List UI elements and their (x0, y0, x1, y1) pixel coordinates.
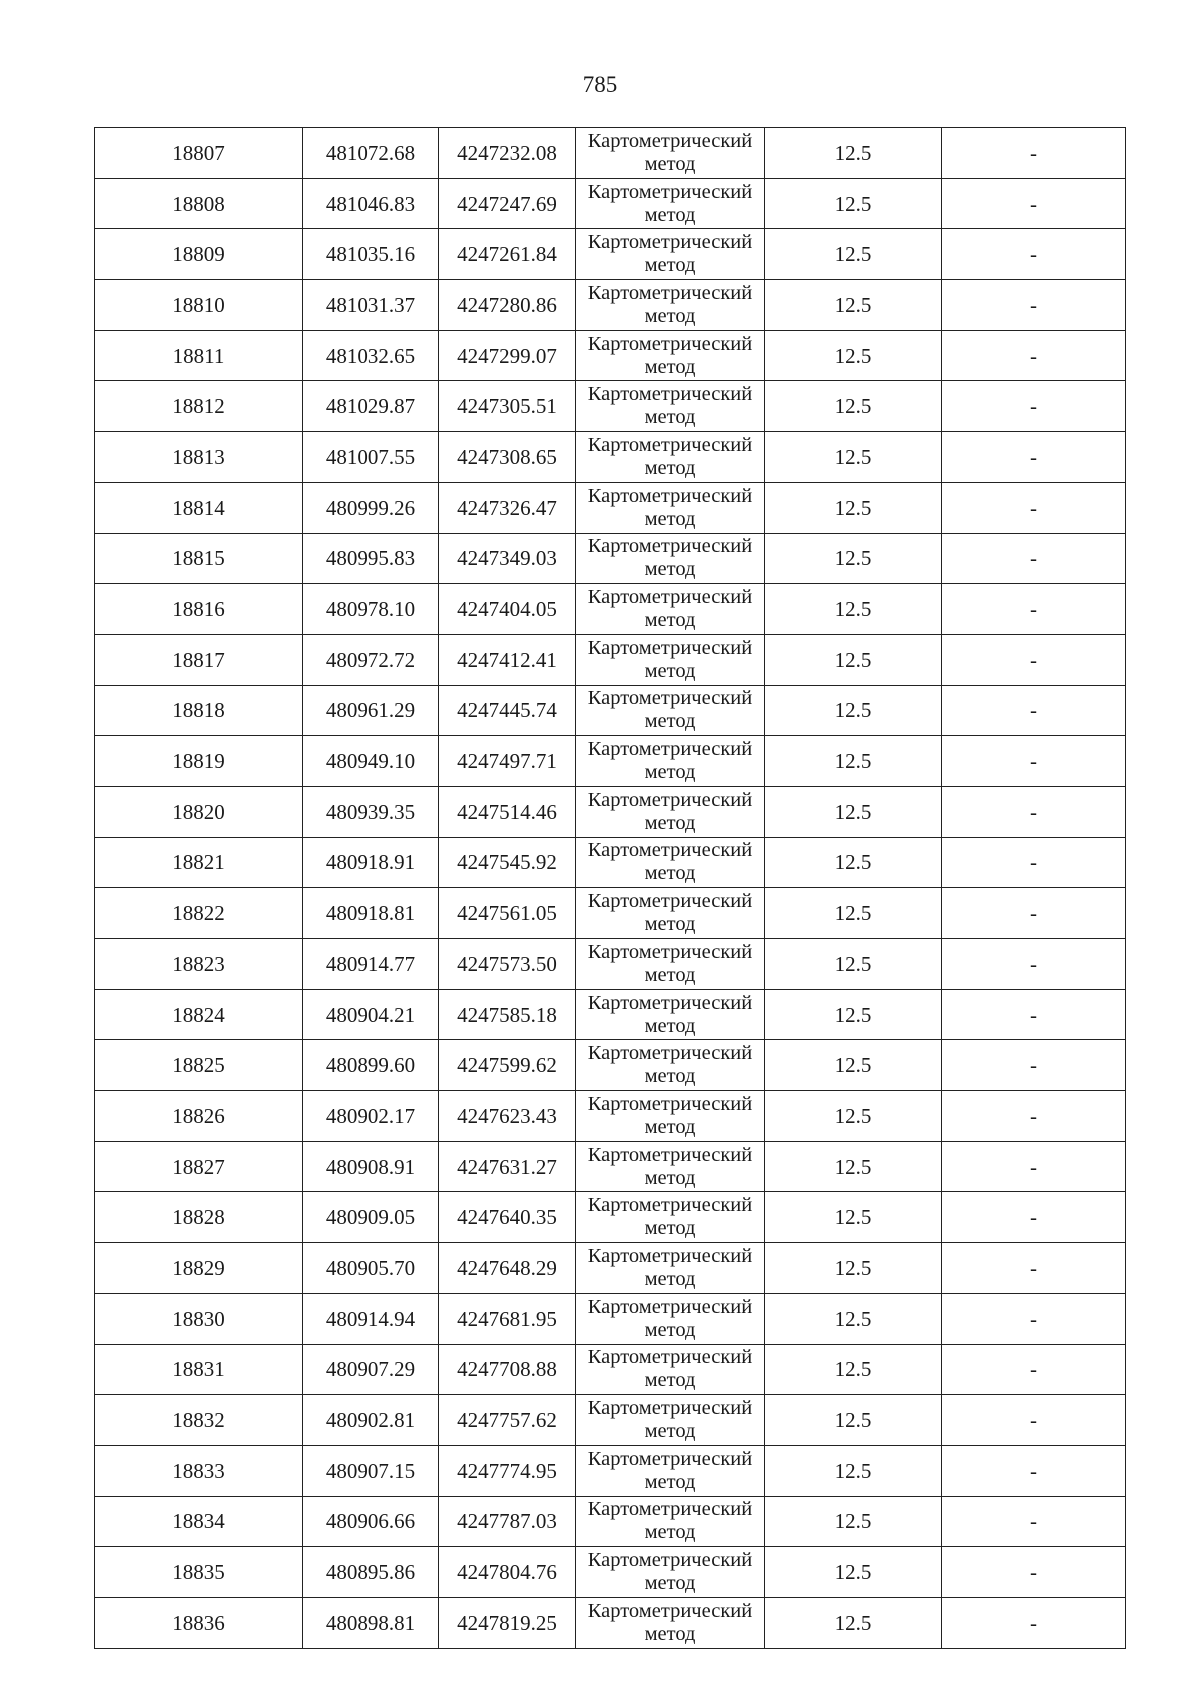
x-coordinate-cell: 480939.35 (303, 786, 439, 837)
table-row (95, 584, 1126, 635)
method-line-1: Картометрический (587, 1397, 753, 1420)
accuracy-cell: 12.5 (765, 685, 942, 736)
method-line-2: метод (644, 1166, 696, 1189)
accuracy-cell: 12.5 (765, 1547, 942, 1598)
method-line-1: Картометрический (587, 839, 753, 862)
y-coordinate-cell: 4247708.88 (439, 1344, 576, 1395)
x-coordinate-cell: 480895.86 (303, 1547, 439, 1598)
y-coordinate-cell: 4247819.25 (439, 1597, 576, 1648)
method-cell (576, 482, 765, 533)
x-coordinate-cell: 480909.05 (303, 1192, 439, 1243)
point-number-cell: 18827 (95, 1141, 303, 1192)
x-coordinate-cell: 481007.55 (303, 432, 439, 483)
accuracy-cell: 12.5 (765, 1395, 942, 1446)
point-number-cell: 18826 (95, 1091, 303, 1142)
method-line-1: Картометрический (587, 636, 753, 659)
accuracy-cell: 12.5 (765, 786, 942, 837)
note-cell: - (942, 634, 1126, 685)
point-number-cell: 18814 (95, 482, 303, 533)
method-line-1: Картометрический (587, 1092, 753, 1115)
method-cell (576, 634, 765, 685)
point-number-cell: 18808 (95, 178, 303, 229)
note-cell: - (942, 1395, 1126, 1446)
point-number-cell: 18817 (95, 634, 303, 685)
table-row (95, 1243, 1126, 1294)
y-coordinate-cell: 4247445.74 (439, 685, 576, 736)
y-coordinate-cell: 4247623.43 (439, 1091, 576, 1142)
note-cell: - (942, 330, 1126, 381)
accuracy-cell: 12.5 (765, 1445, 942, 1496)
x-coordinate-cell: 481046.83 (303, 178, 439, 229)
y-coordinate-cell: 4247648.29 (439, 1243, 576, 1294)
point-number-cell: 18834 (95, 1496, 303, 1547)
table-row (95, 939, 1126, 990)
note-cell: - (942, 1141, 1126, 1192)
method-cell (576, 584, 765, 635)
accuracy-cell: 12.5 (765, 432, 942, 483)
table-row (95, 178, 1126, 229)
table-row (95, 634, 1126, 685)
accuracy-cell: 12.5 (765, 888, 942, 939)
y-coordinate-cell: 4247599.62 (439, 1040, 576, 1091)
method-line-1: Картометрический (587, 180, 753, 203)
x-coordinate-cell: 480918.81 (303, 888, 439, 939)
method-cell (576, 330, 765, 381)
method-line-2: метод (644, 304, 696, 327)
method-cell (576, 1395, 765, 1446)
table-row (95, 330, 1126, 381)
y-coordinate-cell: 4247232.08 (439, 128, 576, 179)
method-cell (576, 1192, 765, 1243)
coordinates-table (94, 127, 1126, 1649)
table-row (95, 1091, 1126, 1142)
note-cell: - (942, 432, 1126, 483)
accuracy-cell: 12.5 (765, 1040, 942, 1091)
method-cell (576, 280, 765, 331)
method-line-2: метод (644, 811, 696, 834)
accuracy-cell: 12.5 (765, 1192, 942, 1243)
point-number-cell: 18809 (95, 229, 303, 280)
x-coordinate-cell: 480972.72 (303, 634, 439, 685)
note-cell: - (942, 1091, 1126, 1142)
y-coordinate-cell: 4247561.05 (439, 888, 576, 939)
method-cell (576, 736, 765, 787)
method-line-2: метод (644, 1369, 696, 1392)
table-row (95, 1293, 1126, 1344)
method-line-2: метод (644, 203, 696, 226)
method-line-1: Картометрический (587, 940, 753, 963)
method-cell (576, 939, 765, 990)
method-cell (576, 1496, 765, 1547)
point-number-cell: 18830 (95, 1293, 303, 1344)
note-cell: - (942, 1344, 1126, 1395)
note-cell: - (942, 837, 1126, 888)
note-cell: - (942, 786, 1126, 837)
x-coordinate-cell: 480908.91 (303, 1141, 439, 1192)
x-coordinate-cell: 480914.94 (303, 1293, 439, 1344)
note-cell: - (942, 1293, 1126, 1344)
method-line-2: метод (644, 1267, 696, 1290)
point-number-cell: 18821 (95, 837, 303, 888)
table-row (95, 229, 1126, 280)
point-number-cell: 18811 (95, 330, 303, 381)
accuracy-cell: 12.5 (765, 837, 942, 888)
note-cell: - (942, 1040, 1126, 1091)
page-number: 785 (582, 72, 618, 97)
method-line-1: Картометрический (587, 281, 753, 304)
method-cell (576, 685, 765, 736)
note-cell: - (942, 229, 1126, 280)
x-coordinate-cell: 481035.16 (303, 229, 439, 280)
accuracy-cell: 12.5 (765, 533, 942, 584)
point-number-cell: 18816 (95, 584, 303, 635)
method-cell (576, 1597, 765, 1648)
table-row (95, 1040, 1126, 1091)
x-coordinate-cell: 480978.10 (303, 584, 439, 635)
method-line-2: метод (644, 558, 696, 581)
table-row (95, 128, 1126, 179)
method-cell (576, 1293, 765, 1344)
table-row (95, 280, 1126, 331)
accuracy-cell: 12.5 (765, 1293, 942, 1344)
accuracy-cell: 12.5 (765, 634, 942, 685)
method-line-1: Картометрический (587, 1447, 753, 1470)
method-cell (576, 989, 765, 1040)
method-line-1: Картометрический (587, 1194, 753, 1217)
point-number-cell: 18812 (95, 381, 303, 432)
point-number-cell: 18815 (95, 533, 303, 584)
y-coordinate-cell: 4247573.50 (439, 939, 576, 990)
table-row (95, 432, 1126, 483)
table-row (95, 989, 1126, 1040)
table-row (95, 533, 1126, 584)
table-row (95, 1445, 1126, 1496)
method-line-1: Картометрический (587, 433, 753, 456)
method-line-1: Картометрический (587, 738, 753, 761)
point-number-cell: 18832 (95, 1395, 303, 1446)
point-number-cell: 18835 (95, 1547, 303, 1598)
point-number-cell: 18828 (95, 1192, 303, 1243)
note-cell: - (942, 381, 1126, 432)
method-cell (576, 432, 765, 483)
point-number-cell: 18823 (95, 939, 303, 990)
x-coordinate-cell: 480902.17 (303, 1091, 439, 1142)
note-cell: - (942, 685, 1126, 736)
x-coordinate-cell: 480899.60 (303, 1040, 439, 1091)
method-cell (576, 1243, 765, 1294)
accuracy-cell: 12.5 (765, 381, 942, 432)
x-coordinate-cell: 480906.66 (303, 1496, 439, 1547)
y-coordinate-cell: 4247247.69 (439, 178, 576, 229)
point-number-cell: 18833 (95, 1445, 303, 1496)
y-coordinate-cell: 4247497.71 (439, 736, 576, 787)
accuracy-cell: 12.5 (765, 989, 942, 1040)
method-line-2: метод (644, 1014, 696, 1037)
method-line-2: метод (644, 963, 696, 986)
point-number-cell: 18820 (95, 786, 303, 837)
method-line-2: метод (644, 1622, 696, 1645)
method-line-2: метод (644, 1572, 696, 1595)
method-line-2: метод (644, 1065, 696, 1088)
method-line-1: Картометрический (587, 586, 753, 609)
y-coordinate-cell: 4247280.86 (439, 280, 576, 331)
x-coordinate-cell: 480914.77 (303, 939, 439, 990)
y-coordinate-cell: 4247404.05 (439, 584, 576, 635)
method-cell (576, 786, 765, 837)
method-line-1: Картометрический (587, 129, 753, 152)
note-cell: - (942, 989, 1126, 1040)
y-coordinate-cell: 4247681.95 (439, 1293, 576, 1344)
x-coordinate-cell: 480905.70 (303, 1243, 439, 1294)
table-row (95, 381, 1126, 432)
table-row (95, 685, 1126, 736)
table-row (95, 1597, 1126, 1648)
y-coordinate-cell: 4247261.84 (439, 229, 576, 280)
method-line-2: метод (644, 862, 696, 885)
x-coordinate-cell: 480907.29 (303, 1344, 439, 1395)
accuracy-cell: 12.5 (765, 178, 942, 229)
y-coordinate-cell: 4247545.92 (439, 837, 576, 888)
note-cell: - (942, 888, 1126, 939)
point-number-cell: 18822 (95, 888, 303, 939)
method-line-2: метод (644, 761, 696, 784)
y-coordinate-cell: 4247631.27 (439, 1141, 576, 1192)
accuracy-cell: 12.5 (765, 1344, 942, 1395)
x-coordinate-cell: 480995.83 (303, 533, 439, 584)
table-row (95, 1547, 1126, 1598)
note-cell: - (942, 128, 1126, 179)
method-line-2: метод (644, 659, 696, 682)
method-cell (576, 128, 765, 179)
method-line-1: Картометрический (587, 1295, 753, 1318)
method-line-2: метод (644, 710, 696, 733)
point-number-cell: 18813 (95, 432, 303, 483)
y-coordinate-cell: 4247326.47 (439, 482, 576, 533)
y-coordinate-cell: 4247299.07 (439, 330, 576, 381)
x-coordinate-cell: 480898.81 (303, 1597, 439, 1648)
method-line-1: Картометрический (587, 484, 753, 507)
table-row (95, 888, 1126, 939)
method-line-2: метод (644, 152, 696, 175)
accuracy-cell: 12.5 (765, 482, 942, 533)
x-coordinate-cell: 480904.21 (303, 989, 439, 1040)
y-coordinate-cell: 4247585.18 (439, 989, 576, 1040)
table-row (95, 1141, 1126, 1192)
method-line-1: Картометрический (587, 1042, 753, 1065)
accuracy-cell: 12.5 (765, 1141, 942, 1192)
accuracy-cell: 12.5 (765, 584, 942, 635)
method-line-2: метод (644, 507, 696, 530)
note-cell: - (942, 178, 1126, 229)
y-coordinate-cell: 4247514.46 (439, 786, 576, 837)
method-cell (576, 533, 765, 584)
accuracy-cell: 12.5 (765, 1496, 942, 1547)
accuracy-cell: 12.5 (765, 330, 942, 381)
point-number-cell: 18824 (95, 989, 303, 1040)
note-cell: - (942, 736, 1126, 787)
point-number-cell: 18810 (95, 280, 303, 331)
method-cell (576, 837, 765, 888)
table-row (95, 482, 1126, 533)
x-coordinate-cell: 480902.81 (303, 1395, 439, 1446)
y-coordinate-cell: 4247412.41 (439, 634, 576, 685)
method-cell (576, 1040, 765, 1091)
method-line-2: метод (644, 1318, 696, 1341)
method-cell (576, 1091, 765, 1142)
method-line-1: Картометрический (587, 1549, 753, 1572)
point-number-cell: 18825 (95, 1040, 303, 1091)
x-coordinate-cell: 480918.91 (303, 837, 439, 888)
point-number-cell: 18829 (95, 1243, 303, 1294)
method-line-2: метод (644, 406, 696, 429)
method-line-1: Картометрический (587, 991, 753, 1014)
method-line-2: метод (644, 609, 696, 632)
method-line-1: Картометрический (587, 1346, 753, 1369)
x-coordinate-cell: 481031.37 (303, 280, 439, 331)
y-coordinate-cell: 4247308.65 (439, 432, 576, 483)
method-line-2: метод (644, 1217, 696, 1240)
table-row (95, 736, 1126, 787)
y-coordinate-cell: 4247757.62 (439, 1395, 576, 1446)
method-cell (576, 1141, 765, 1192)
y-coordinate-cell: 4247787.03 (439, 1496, 576, 1547)
method-line-1: Картометрический (587, 1599, 753, 1622)
note-cell: - (942, 1445, 1126, 1496)
method-line-2: метод (644, 456, 696, 479)
method-line-1: Картометрический (587, 1143, 753, 1166)
method-line-2: метод (644, 913, 696, 936)
x-coordinate-cell: 480999.26 (303, 482, 439, 533)
note-cell: - (942, 1192, 1126, 1243)
y-coordinate-cell: 4247774.95 (439, 1445, 576, 1496)
accuracy-cell: 12.5 (765, 128, 942, 179)
method-cell (576, 229, 765, 280)
accuracy-cell: 12.5 (765, 1243, 942, 1294)
y-coordinate-cell: 4247640.35 (439, 1192, 576, 1243)
method-line-1: Картометрический (587, 383, 753, 406)
table-row (95, 837, 1126, 888)
point-number-cell: 18836 (95, 1597, 303, 1648)
accuracy-cell: 12.5 (765, 280, 942, 331)
x-coordinate-cell: 480949.10 (303, 736, 439, 787)
note-cell: - (942, 482, 1126, 533)
method-line-2: метод (644, 1470, 696, 1493)
accuracy-cell: 12.5 (765, 1597, 942, 1648)
point-number-cell: 18819 (95, 736, 303, 787)
method-cell (576, 888, 765, 939)
point-number-cell: 18807 (95, 128, 303, 179)
table-row (95, 786, 1126, 837)
method-line-1: Картометрический (587, 231, 753, 254)
x-coordinate-cell: 480961.29 (303, 685, 439, 736)
method-line-1: Картометрический (587, 890, 753, 913)
method-line-1: Картометрический (587, 1244, 753, 1267)
method-cell (576, 1547, 765, 1598)
method-line-1: Картометрический (587, 788, 753, 811)
method-cell (576, 178, 765, 229)
accuracy-cell: 12.5 (765, 736, 942, 787)
note-cell: - (942, 1496, 1126, 1547)
note-cell: - (942, 1547, 1126, 1598)
note-cell: - (942, 584, 1126, 635)
method-line-1: Картометрический (587, 687, 753, 710)
method-line-2: метод (644, 355, 696, 378)
table-row (95, 1344, 1126, 1395)
y-coordinate-cell: 4247305.51 (439, 381, 576, 432)
note-cell: - (942, 1597, 1126, 1648)
method-line-2: метод (644, 1521, 696, 1544)
method-line-2: метод (644, 1115, 696, 1138)
x-coordinate-cell: 481029.87 (303, 381, 439, 432)
point-number-cell: 18831 (95, 1344, 303, 1395)
note-cell: - (942, 1243, 1126, 1294)
note-cell: - (942, 280, 1126, 331)
accuracy-cell: 12.5 (765, 939, 942, 990)
method-cell (576, 381, 765, 432)
accuracy-cell: 12.5 (765, 229, 942, 280)
method-cell (576, 1344, 765, 1395)
point-number-cell: 18818 (95, 685, 303, 736)
y-coordinate-cell: 4247804.76 (439, 1547, 576, 1598)
method-line-1: Картометрический (587, 1498, 753, 1521)
method-line-2: метод (644, 254, 696, 277)
x-coordinate-cell: 481072.68 (303, 128, 439, 179)
x-coordinate-cell: 480907.15 (303, 1445, 439, 1496)
method-cell (576, 1445, 765, 1496)
note-cell: - (942, 533, 1126, 584)
table-row (95, 1496, 1126, 1547)
accuracy-cell: 12.5 (765, 1091, 942, 1142)
table-body (95, 128, 1126, 1649)
table-row (95, 1192, 1126, 1243)
table-row (95, 1395, 1126, 1446)
method-line-1: Картометрический (587, 535, 753, 558)
method-line-2: метод (644, 1420, 696, 1443)
y-coordinate-cell: 4247349.03 (439, 533, 576, 584)
note-cell: - (942, 939, 1126, 990)
method-line-1: Картометрический (587, 332, 753, 355)
x-coordinate-cell: 481032.65 (303, 330, 439, 381)
